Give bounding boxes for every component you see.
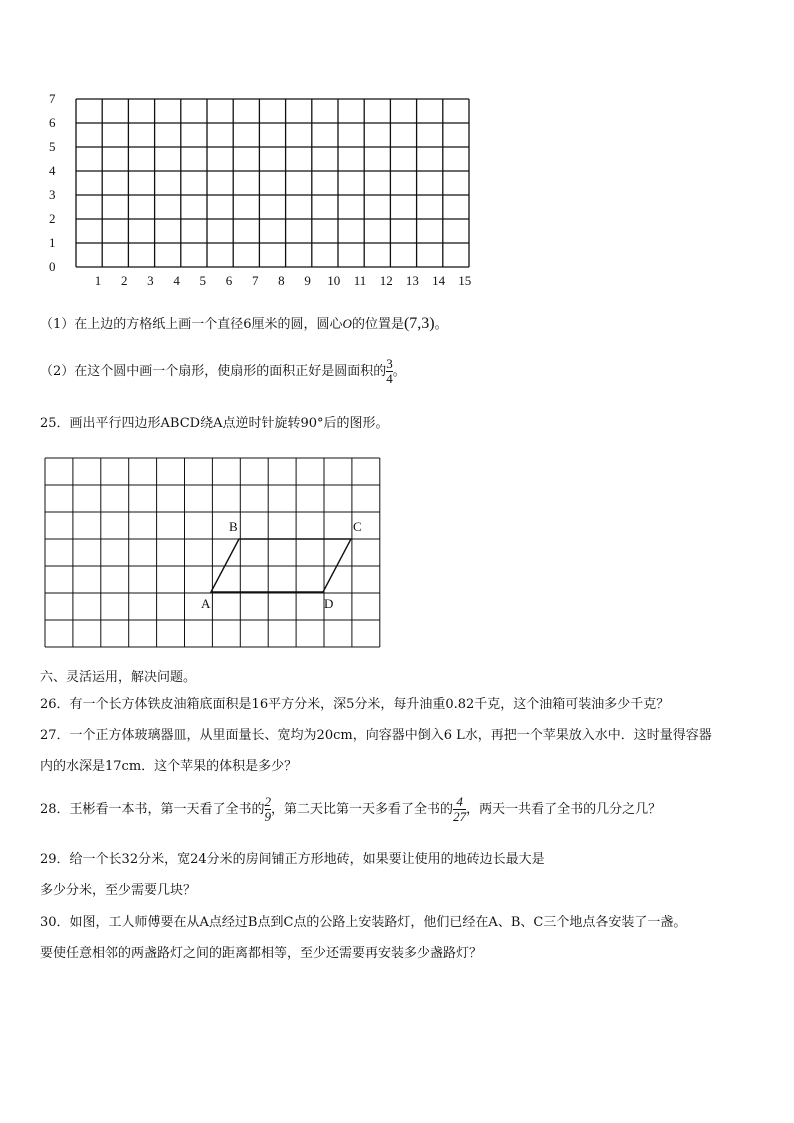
- point-c-label: C: [353, 519, 362, 534]
- q24-part2-end: 。: [392, 364, 406, 379]
- y-axis-label: 3: [49, 187, 56, 202]
- x-axis-label: 5: [199, 273, 207, 288]
- q24-part2: [40, 357, 406, 387]
- section-6-title: 六、灵活运用，解决问题。: [40, 670, 197, 685]
- y-axis-label: 4: [49, 163, 56, 178]
- x-axis-label: 3: [147, 273, 154, 288]
- x-axis-label: 12: [379, 273, 393, 288]
- x-axis-label: 6: [225, 273, 233, 288]
- q28-end: ，两天一共看了全书的几分之几？: [466, 802, 662, 817]
- x-axis-label: 9: [304, 273, 311, 288]
- y-axis-label: 1: [49, 235, 56, 250]
- q24-point-o: O: [342, 316, 352, 331]
- x-axis-label: 2: [120, 273, 128, 288]
- x-axis-label: 15: [458, 273, 472, 288]
- q28-fraction-1-numerator: 2: [264, 794, 272, 809]
- q27-line2: 内的水深是17cm．这个苹果的体积是多少？: [40, 759, 298, 774]
- parallelogram-grid: [44, 456, 384, 656]
- q24-fraction-numerator: 3: [386, 356, 393, 371]
- q28-fraction-2-numerator: 4: [456, 794, 463, 809]
- q24-coordinate: (7,3): [403, 315, 435, 332]
- point-d-label: D: [324, 596, 334, 611]
- q24-part1-mid: 的位置是: [351, 317, 404, 332]
- q29-line1: 29．给一个长32分米，宽24分米的房间铺正方形地砖，如果要让使用的地砖边长最大是: [40, 852, 545, 867]
- q26-text: 26．有一个长方体铁皮油箱底面积是16平方分米，深5分米，每升油重0.82千克，这个油箱可装油多少千克？: [40, 697, 670, 712]
- q24-part1: [40, 314, 448, 335]
- point-a-label: A: [201, 596, 211, 611]
- q28-fraction-1-denominator: 9: [264, 809, 272, 824]
- x-axis-label: 11: [353, 273, 367, 288]
- q24-part1-end: 。: [434, 317, 448, 332]
- q30-line1: 30．如图，工人师傅要在从A点经过B点到C点的公路上安装路灯，他们已经在A、B、C三个地点各安装了一盏。: [40, 915, 687, 930]
- y-axis-label: 7: [49, 91, 56, 106]
- q28-fraction-2-denominator: 27: [453, 809, 467, 824]
- x-axis-label: 13: [405, 273, 419, 288]
- y-axis-label: 6: [49, 115, 56, 130]
- y-axis-label: 2: [49, 211, 56, 226]
- coordinate-grid: [40, 92, 480, 288]
- q24-part1-prefix: （1）在上边的方格纸上画一个直径6厘米的圆，圆心: [40, 317, 343, 332]
- q28-mid: ，第二天比第一天多看了全书的: [271, 802, 454, 817]
- q27-line1: 27．一个正方体玻璃器皿，从里面量长、宽均为20cm，向容器中倒入6 L水，再把一个苹果放入水中．这时量得容器: [40, 728, 712, 743]
- q28-prefix: 28．王彬看一本书，第一天看了全书的: [40, 802, 265, 817]
- parallelogram-grid-svg: [44, 456, 384, 652]
- q24-fraction-denominator: 4: [386, 371, 393, 386]
- q28-fraction-2: [453, 795, 466, 824]
- q24-part2-prefix: （2）在这个圆中画一个扇形，使扇形的面积正好是圆面积的: [40, 364, 387, 379]
- y-axis-label: 5: [49, 139, 56, 154]
- x-axis-label: 8: [278, 273, 285, 288]
- q28-text: [40, 794, 661, 826]
- x-axis-label: 4: [173, 273, 180, 288]
- x-axis-label: 7: [251, 273, 259, 288]
- q29-line2: 多少分米，至少需要几块？: [40, 883, 197, 898]
- q25-text: 25．画出平行四边形ABCD绕A点逆时针旋转90°后的图形。: [40, 416, 389, 431]
- x-axis-label: 14: [432, 273, 446, 288]
- x-axis-label: 10: [327, 273, 341, 288]
- q30-line2: 要使任意相邻的两盏路灯之间的距离都相等，至少还需要再安装多少盏路灯？: [40, 946, 483, 961]
- x-axis-label: 1: [94, 273, 102, 288]
- point-b-label: B: [229, 519, 238, 534]
- y-axis-label: 0: [49, 259, 56, 274]
- coordinate-grid-svg: [40, 92, 480, 288]
